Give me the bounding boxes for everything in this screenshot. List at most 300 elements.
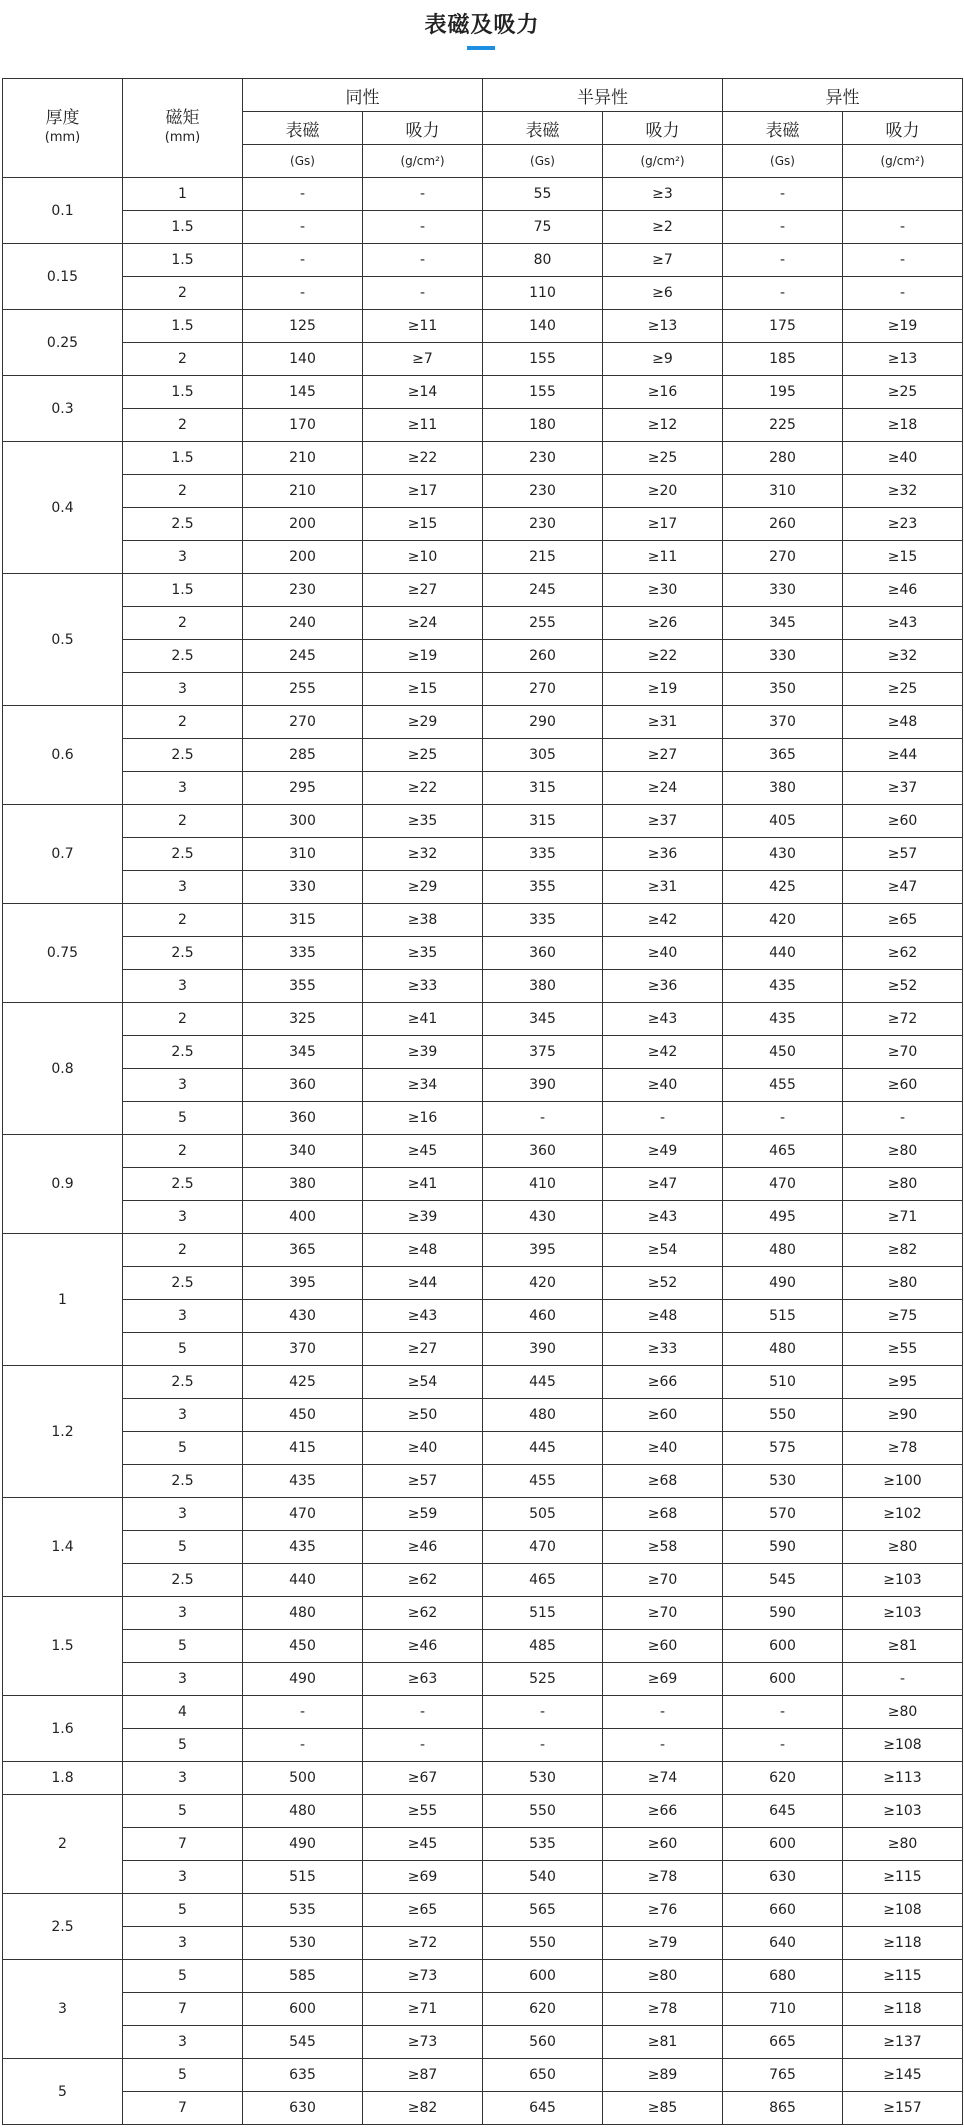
same-adhesion-cell: ≥24 (363, 607, 483, 640)
diff-field-cell: 600 (723, 1630, 843, 1663)
semi-adhesion-cell: ≥78 (603, 1993, 723, 2026)
table-row (3, 772, 963, 805)
same-adhesion-cell: ≥71 (363, 1993, 483, 2026)
semi-adhesion-cell: ≥43 (603, 1201, 723, 1234)
semi-field-cell: 470 (483, 1531, 603, 1564)
semi-field-cell: 530 (483, 1762, 603, 1795)
table-row (3, 1135, 963, 1168)
semi-adhesion-cell: ≥80 (603, 1960, 723, 1993)
semi-field-cell: 560 (483, 2026, 603, 2059)
same-field-cell: 450 (243, 1399, 363, 1432)
pitch-cell: 1.5 (123, 211, 243, 244)
header-surface-field: 表磁 (723, 112, 843, 145)
table-row (3, 1663, 963, 1696)
same-adhesion-cell: - (363, 277, 483, 310)
semi-field-cell: 155 (483, 343, 603, 376)
same-field-cell: 635 (243, 2059, 363, 2092)
same-field-cell: 360 (243, 1069, 363, 1102)
same-field-cell: 325 (243, 1003, 363, 1036)
table-row (3, 1564, 963, 1597)
same-field-cell: 245 (243, 640, 363, 673)
diff-adhesion-cell: ≥78 (843, 1432, 963, 1465)
diff-field-cell: 620 (723, 1762, 843, 1795)
same-field-cell: 435 (243, 1465, 363, 1498)
semi-field-cell: 270 (483, 673, 603, 706)
diff-field-cell: 530 (723, 1465, 843, 1498)
same-adhesion-cell: ≥62 (363, 1597, 483, 1630)
semi-field-cell: 245 (483, 574, 603, 607)
thickness-cell: 0.15 (3, 244, 123, 310)
semi-field-cell: 360 (483, 1135, 603, 1168)
diff-field-cell: 865 (723, 2092, 843, 2125)
diff-field-cell: 765 (723, 2059, 843, 2092)
same-field-cell: 430 (243, 1300, 363, 1333)
table-row (3, 1960, 963, 1993)
same-adhesion-cell: - (363, 244, 483, 277)
diff-field-cell: 350 (723, 673, 843, 706)
semi-field-cell: 290 (483, 706, 603, 739)
pitch-cell: 4 (123, 1696, 243, 1729)
diff-field-cell: 545 (723, 1564, 843, 1597)
semi-field-cell: 230 (483, 508, 603, 541)
semi-adhesion-cell: - (603, 1102, 723, 1135)
diff-adhesion-cell: ≥47 (843, 871, 963, 904)
pitch-cell: 2 (123, 706, 243, 739)
same-adhesion-cell: ≥46 (363, 1531, 483, 1564)
semi-adhesion-cell: - (603, 1729, 723, 1762)
same-field-cell: 210 (243, 475, 363, 508)
diff-adhesion-cell: ≥113 (843, 1762, 963, 1795)
header-unit-gs: (Gs) (483, 145, 603, 178)
semi-adhesion-cell: - (603, 1696, 723, 1729)
diff-field-cell: - (723, 211, 843, 244)
diff-adhesion-cell: ≥81 (843, 1630, 963, 1663)
diff-adhesion-cell: ≥23 (843, 508, 963, 541)
diff-field-cell: 660 (723, 1894, 843, 1927)
header-group-semi: 半异性 (483, 79, 723, 112)
same-adhesion-cell: - (363, 211, 483, 244)
pitch-cell: 7 (123, 2092, 243, 2125)
same-field-cell: 370 (243, 1333, 363, 1366)
table-row (3, 805, 963, 838)
diff-adhesion-cell: ≥57 (843, 838, 963, 871)
same-adhesion-cell: ≥29 (363, 706, 483, 739)
same-field-cell: 330 (243, 871, 363, 904)
semi-adhesion-cell: ≥42 (603, 1036, 723, 1069)
semi-adhesion-cell: ≥79 (603, 1927, 723, 1960)
thickness-cell: 2.5 (3, 1894, 123, 1960)
table-row (3, 310, 963, 343)
same-adhesion-cell: ≥45 (363, 1828, 483, 1861)
diff-adhesion-cell: ≥55 (843, 1333, 963, 1366)
diff-adhesion-cell: ≥60 (843, 805, 963, 838)
table-row (3, 1762, 963, 1795)
diff-field-cell: 430 (723, 838, 843, 871)
same-field-cell: - (243, 277, 363, 310)
pitch-cell: 5 (123, 1795, 243, 1828)
semi-field-cell: 535 (483, 1828, 603, 1861)
diff-field-cell: 435 (723, 970, 843, 1003)
semi-field-cell: 525 (483, 1663, 603, 1696)
same-adhesion-cell: - (363, 178, 483, 211)
semi-field-cell: 465 (483, 1564, 603, 1597)
pitch-cell: 1.5 (123, 310, 243, 343)
thickness-cell: 5 (3, 2059, 123, 2125)
table-row (3, 1234, 963, 1267)
diff-adhesion-cell: ≥90 (843, 1399, 963, 1432)
same-field-cell: 295 (243, 772, 363, 805)
semi-adhesion-cell: ≥43 (603, 1003, 723, 1036)
diff-adhesion-cell: - (843, 244, 963, 277)
semi-field-cell: 420 (483, 1267, 603, 1300)
pitch-cell: 2.5 (123, 1564, 243, 1597)
same-adhesion-cell: ≥10 (363, 541, 483, 574)
semi-field-cell: 75 (483, 211, 603, 244)
table-row (3, 2059, 963, 2092)
same-field-cell: 630 (243, 2092, 363, 2125)
table-row (3, 1036, 963, 1069)
same-adhesion-cell: ≥43 (363, 1300, 483, 1333)
semi-adhesion-cell: ≥25 (603, 442, 723, 475)
thickness-cell: 1.2 (3, 1366, 123, 1498)
semi-field-cell: 480 (483, 1399, 603, 1432)
same-field-cell: 365 (243, 1234, 363, 1267)
diff-field-cell: 510 (723, 1366, 843, 1399)
pitch-cell: 2.5 (123, 1267, 243, 1300)
semi-adhesion-cell: ≥22 (603, 640, 723, 673)
magnet-spec-table (2, 78, 963, 2125)
diff-field-cell: 420 (723, 904, 843, 937)
diff-adhesion-cell: ≥43 (843, 607, 963, 640)
header-surface-field: 表磁 (483, 112, 603, 145)
same-adhesion-cell: ≥46 (363, 1630, 483, 1663)
diff-adhesion-cell: ≥75 (843, 1300, 963, 1333)
pitch-cell: 2 (123, 277, 243, 310)
same-adhesion-cell: ≥72 (363, 1927, 483, 1960)
thickness-cell: 1.4 (3, 1498, 123, 1597)
pitch-cell: 5 (123, 1432, 243, 1465)
semi-field-cell: 410 (483, 1168, 603, 1201)
same-adhesion-cell: ≥38 (363, 904, 483, 937)
semi-field-cell: 80 (483, 244, 603, 277)
thickness-cell: 0.9 (3, 1135, 123, 1234)
semi-adhesion-cell: ≥60 (603, 1828, 723, 1861)
diff-adhesion-cell: ≥80 (843, 1267, 963, 1300)
same-adhesion-cell: ≥82 (363, 2092, 483, 2125)
table-row (3, 508, 963, 541)
pitch-cell: 3 (123, 1762, 243, 1795)
diff-field-cell: 640 (723, 1927, 843, 1960)
pitch-cell: 3 (123, 1861, 243, 1894)
semi-adhesion-cell: ≥76 (603, 1894, 723, 1927)
diff-field-cell: 465 (723, 1135, 843, 1168)
same-field-cell: 285 (243, 739, 363, 772)
table-row (3, 937, 963, 970)
same-adhesion-cell: ≥11 (363, 409, 483, 442)
table-row (3, 1597, 963, 1630)
thickness-cell: 1 (3, 1234, 123, 1366)
same-field-cell: 360 (243, 1102, 363, 1135)
semi-adhesion-cell: ≥69 (603, 1663, 723, 1696)
same-field-cell: 230 (243, 574, 363, 607)
table-row (3, 277, 963, 310)
semi-field-cell: 305 (483, 739, 603, 772)
table-row (3, 1927, 963, 1960)
semi-field-cell: - (483, 1102, 603, 1135)
pitch-cell: 2 (123, 343, 243, 376)
same-adhesion-cell: ≥45 (363, 1135, 483, 1168)
table-body (3, 178, 963, 2125)
diff-adhesion-cell: ≥72 (843, 1003, 963, 1036)
semi-adhesion-cell: ≥3 (603, 178, 723, 211)
semi-adhesion-cell: ≥47 (603, 1168, 723, 1201)
semi-field-cell: 455 (483, 1465, 603, 1498)
title-underline (467, 46, 495, 50)
semi-adhesion-cell: ≥58 (603, 1531, 723, 1564)
same-adhesion-cell: ≥17 (363, 475, 483, 508)
header-pitch (123, 79, 243, 178)
diff-adhesion-cell: - (843, 1663, 963, 1696)
semi-field-cell: 315 (483, 805, 603, 838)
semi-field-cell: 335 (483, 904, 603, 937)
table-row (3, 1333, 963, 1366)
table-row (3, 640, 963, 673)
thickness-cell: 0.5 (3, 574, 123, 706)
diff-adhesion-cell: ≥25 (843, 376, 963, 409)
header-surface-field: 表磁 (243, 112, 363, 145)
diff-adhesion-cell: ≥46 (843, 574, 963, 607)
pitch-cell: 3 (123, 2026, 243, 2059)
same-adhesion-cell: ≥40 (363, 1432, 483, 1465)
pitch-cell: 3 (123, 1498, 243, 1531)
pitch-cell: 2 (123, 475, 243, 508)
pitch-cell: 2.5 (123, 1168, 243, 1201)
diff-field-cell: - (723, 178, 843, 211)
table-row (3, 343, 963, 376)
semi-adhesion-cell: ≥27 (603, 739, 723, 772)
diff-adhesion-cell: ≥115 (843, 1960, 963, 1993)
pitch-cell: 2.5 (123, 739, 243, 772)
semi-adhesion-cell: ≥68 (603, 1498, 723, 1531)
pitch-cell: 5 (123, 1531, 243, 1564)
diff-field-cell: 575 (723, 1432, 843, 1465)
diff-adhesion-cell: ≥32 (843, 640, 963, 673)
pitch-cell: 2.5 (123, 1366, 243, 1399)
diff-field-cell: 330 (723, 574, 843, 607)
diff-adhesion-cell: ≥65 (843, 904, 963, 937)
same-field-cell: 450 (243, 1630, 363, 1663)
same-field-cell: 300 (243, 805, 363, 838)
thickness-cell: 0.75 (3, 904, 123, 1003)
diff-field-cell: 280 (723, 442, 843, 475)
same-adhesion-cell: ≥14 (363, 376, 483, 409)
semi-adhesion-cell: ≥48 (603, 1300, 723, 1333)
diff-adhesion-cell: ≥103 (843, 1795, 963, 1828)
diff-field-cell: 310 (723, 475, 843, 508)
diff-adhesion-cell: ≥108 (843, 1729, 963, 1762)
semi-field-cell: 140 (483, 310, 603, 343)
same-adhesion-cell: ≥16 (363, 1102, 483, 1135)
same-adhesion-cell: ≥39 (363, 1201, 483, 1234)
same-field-cell: 170 (243, 409, 363, 442)
same-adhesion-cell: ≥50 (363, 1399, 483, 1432)
same-field-cell: 600 (243, 1993, 363, 2026)
diff-adhesion-cell: ≥32 (843, 475, 963, 508)
table-row (3, 871, 963, 904)
diff-field-cell: 370 (723, 706, 843, 739)
pitch-cell: 3 (123, 673, 243, 706)
same-field-cell: 535 (243, 1894, 363, 1927)
same-adhesion-cell: ≥73 (363, 2026, 483, 2059)
table-row (3, 178, 963, 211)
diff-field-cell: 470 (723, 1168, 843, 1201)
same-adhesion-cell: ≥73 (363, 1960, 483, 1993)
pitch-cell: 3 (123, 1069, 243, 1102)
semi-adhesion-cell: ≥17 (603, 508, 723, 541)
diff-field-cell: 270 (723, 541, 843, 574)
same-field-cell: 200 (243, 541, 363, 574)
semi-field-cell: 395 (483, 1234, 603, 1267)
table-row (3, 1201, 963, 1234)
same-adhesion-cell: ≥15 (363, 508, 483, 541)
semi-adhesion-cell: ≥26 (603, 607, 723, 640)
table-row (3, 1300, 963, 1333)
semi-adhesion-cell: ≥31 (603, 871, 723, 904)
same-field-cell: - (243, 178, 363, 211)
pitch-cell: 2 (123, 1003, 243, 1036)
diff-field-cell: 480 (723, 1333, 843, 1366)
same-adhesion-cell: ≥44 (363, 1267, 483, 1300)
diff-adhesion-cell: ≥80 (843, 1135, 963, 1168)
thickness-cell: 0.4 (3, 442, 123, 574)
header-thickness-label: 厚度 (45, 108, 80, 128)
same-field-cell: 395 (243, 1267, 363, 1300)
semi-adhesion-cell: ≥2 (603, 211, 723, 244)
semi-field-cell: 375 (483, 1036, 603, 1069)
diff-field-cell: 365 (723, 739, 843, 772)
same-adhesion-cell: - (363, 1729, 483, 1762)
semi-field-cell: 540 (483, 1861, 603, 1894)
diff-adhesion-cell: ≥13 (843, 343, 963, 376)
semi-field-cell: 335 (483, 838, 603, 871)
same-field-cell: 515 (243, 1861, 363, 1894)
same-adhesion-cell: ≥41 (363, 1003, 483, 1036)
same-field-cell: 355 (243, 970, 363, 1003)
diff-adhesion-cell: ≥70 (843, 1036, 963, 1069)
semi-adhesion-cell: ≥36 (603, 970, 723, 1003)
diff-field-cell: 495 (723, 1201, 843, 1234)
same-adhesion-cell: ≥65 (363, 1894, 483, 1927)
thickness-cell: 1.6 (3, 1696, 123, 1762)
same-adhesion-cell: ≥34 (363, 1069, 483, 1102)
diff-adhesion-cell: ≥100 (843, 1465, 963, 1498)
semi-adhesion-cell: ≥13 (603, 310, 723, 343)
same-field-cell: - (243, 1696, 363, 1729)
same-field-cell: 145 (243, 376, 363, 409)
semi-field-cell: 445 (483, 1432, 603, 1465)
pitch-cell: 3 (123, 1663, 243, 1696)
table-row (3, 409, 963, 442)
semi-field-cell: 315 (483, 772, 603, 805)
table-row (3, 1102, 963, 1135)
table-row (3, 1729, 963, 1762)
semi-field-cell: 485 (483, 1630, 603, 1663)
table-row (3, 442, 963, 475)
semi-adhesion-cell: ≥31 (603, 706, 723, 739)
table-row (3, 1795, 963, 1828)
same-field-cell: 315 (243, 904, 363, 937)
diff-field-cell: - (723, 1102, 843, 1135)
pitch-cell: 2.5 (123, 838, 243, 871)
same-adhesion-cell: ≥57 (363, 1465, 483, 1498)
same-field-cell: 340 (243, 1135, 363, 1168)
same-field-cell: 490 (243, 1663, 363, 1696)
diff-adhesion-cell: ≥103 (843, 1564, 963, 1597)
diff-adhesion-cell: ≥25 (843, 673, 963, 706)
same-adhesion-cell: ≥35 (363, 805, 483, 838)
diff-field-cell: 455 (723, 1069, 843, 1102)
header-unit-gcm2: (g/cm²) (363, 145, 483, 178)
diff-field-cell: 330 (723, 640, 843, 673)
table-row (3, 970, 963, 1003)
table-row (3, 1630, 963, 1663)
semi-adhesion-cell: ≥70 (603, 1597, 723, 1630)
same-adhesion-cell: ≥54 (363, 1366, 483, 1399)
same-adhesion-cell: ≥63 (363, 1663, 483, 1696)
table-row (3, 1894, 963, 1927)
same-field-cell: 125 (243, 310, 363, 343)
thickness-cell: 3 (3, 1960, 123, 2059)
semi-adhesion-cell: ≥66 (603, 1795, 723, 1828)
table-row (3, 1861, 963, 1894)
thickness-cell: 2 (3, 1795, 123, 1894)
header-thickness-unit: (mm) (44, 130, 81, 145)
diff-adhesion-cell: ≥108 (843, 1894, 963, 1927)
diff-adhesion-cell: ≥71 (843, 1201, 963, 1234)
table-row (3, 574, 963, 607)
header-adhesion: 吸力 (843, 112, 963, 145)
table-row (3, 739, 963, 772)
semi-adhesion-cell: ≥81 (603, 2026, 723, 2059)
semi-field-cell: 505 (483, 1498, 603, 1531)
same-adhesion-cell: ≥7 (363, 343, 483, 376)
diff-adhesion-cell: ≥118 (843, 1927, 963, 1960)
same-field-cell: - (243, 244, 363, 277)
pitch-cell: 5 (123, 1960, 243, 1993)
semi-field-cell: 620 (483, 1993, 603, 2026)
same-field-cell: 480 (243, 1795, 363, 1828)
same-adhesion-cell: ≥59 (363, 1498, 483, 1531)
diff-adhesion-cell: ≥137 (843, 2026, 963, 2059)
table-row (3, 1498, 963, 1531)
semi-adhesion-cell: ≥85 (603, 2092, 723, 2125)
diff-field-cell: 225 (723, 409, 843, 442)
header-thickness (3, 79, 123, 178)
diff-adhesion-cell: ≥52 (843, 970, 963, 1003)
semi-adhesion-cell: ≥20 (603, 475, 723, 508)
semi-field-cell: 550 (483, 1927, 603, 1960)
same-field-cell: 425 (243, 1366, 363, 1399)
same-field-cell: 470 (243, 1498, 363, 1531)
table-row (3, 1366, 963, 1399)
diff-adhesion-cell: ≥80 (843, 1531, 963, 1564)
diff-adhesion-cell: ≥145 (843, 2059, 963, 2092)
pitch-cell: 3 (123, 1399, 243, 1432)
table-row (3, 1069, 963, 1102)
same-adhesion-cell: ≥48 (363, 1234, 483, 1267)
diff-adhesion-cell: - (843, 1102, 963, 1135)
semi-field-cell: - (483, 1729, 603, 1762)
